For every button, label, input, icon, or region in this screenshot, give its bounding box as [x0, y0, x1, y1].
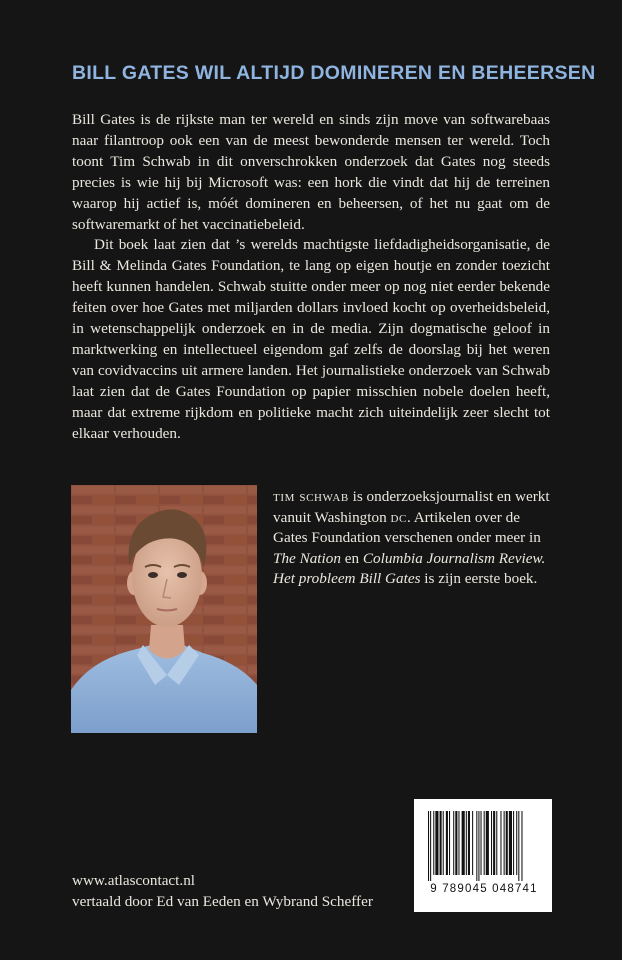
barcode-bar [458, 811, 459, 875]
barcode-bar [493, 811, 495, 875]
isbn-number: 9 789045 048741 [430, 883, 538, 895]
author-bio [273, 487, 558, 590]
bio-publication-2: Columbia Journalism Review [362, 549, 542, 567]
barcode-bar [518, 811, 519, 881]
barcode-bar [476, 811, 477, 881]
barcode-bar [486, 811, 489, 875]
author-name: tim schwab [273, 488, 349, 505]
barcode-bar [500, 811, 501, 875]
bio-text-1: is onderzoeksjournalist en werkt vanuit Washington [273, 488, 550, 526]
barcode-bar [468, 811, 470, 875]
bio-text-2: . Artikelen over de Gates Foundation verschenen onder meer in [273, 508, 541, 547]
bio-dc: dc [390, 508, 407, 526]
bio-text-3: en [340, 549, 363, 567]
barcode-bar [506, 811, 508, 875]
bio-book-title: Het probleem Bill Gates [273, 570, 421, 588]
barcode-bar [466, 811, 467, 875]
barcode-bar [462, 811, 465, 875]
barcode-bar [449, 811, 450, 875]
blurb-paragraph-2: Dit boek laat zien dat ’s werelds machtigste liefdadigheidsorganisatie, de Bill & Melinda Gates Foundation, te lang op eigen houtje en zonder toezicht heeft kunnen handelen. Schwab stuitte onder meer op nog niet eerder bekende feiten over hoe Gates met miljarden dollars invloed kocht op overheidsbeleid, in wetenschappelijk onderzoek en in de media. Zijn dogmatische geloof in marktwerking en intellectueel eigendom gaf zelfs de doorslag bij het weren van covidvaccins uit armere landen. Het journalistieke onderzoek van Schwab laat zien dat de Gates Foundation op papier misschien nobele doelen heeft, maar dat extreme rijkdom en politieke macht zich uiteindelijk zeer slecht tot elkaar verhouden. [72, 236, 550, 442]
barcode-bars [426, 811, 540, 881]
barcode-bar [481, 811, 482, 875]
bio-text-5: is zijn eerste boek. [420, 570, 538, 588]
bio-publication-1: The Nation [273, 549, 341, 567]
blurb-headline: BILL GATES WIL ALTIJD DOMINEREN EN BEHEERSEN [72, 62, 596, 84]
barcode-bar [509, 811, 512, 875]
barcode-bar [440, 811, 442, 875]
author-photo [71, 485, 257, 733]
barcode-bar [430, 811, 431, 881]
barcode-bar [504, 811, 505, 875]
barcode-bar [446, 811, 448, 875]
barcode-bar [513, 811, 514, 875]
barcode-bar [433, 811, 434, 875]
barcode [414, 799, 552, 912]
barcode-bar [443, 811, 444, 875]
blurb-paragraph-1: Bill Gates is de rijkste man ter wereld en sinds zijn move van softwarebaas naar filantroop ook een van de meest bewonderde mensen ter wereld. Toch toont Tim Schwab in dit onverschrokken onderzoek dat Gates nog steeds precies is wie hij bij Microsoft was: een hork die vindt dat hij de terreinen waarop hij actief is, móét domineren en beheersen, of het nu gaat om de softwaremarkt of het vaccinatiebeleid. [72, 111, 550, 233]
barcode-bar [516, 811, 517, 875]
barcode-bar [453, 811, 454, 875]
barcode-bar [496, 811, 497, 875]
barcode-bar [435, 811, 438, 875]
footer [72, 870, 373, 912]
barcode-bar [491, 811, 492, 875]
translator-credit: vertaald door Ed van Eeden en Wybrand Scheffer [72, 893, 373, 910]
barcode-bar [428, 811, 429, 881]
barcode-bar [478, 811, 479, 881]
publisher-website: www.atlascontact.nl [72, 872, 196, 889]
barcode-bar [455, 811, 457, 875]
barcode-bar [472, 811, 473, 875]
bio-text-4: . [541, 549, 546, 567]
barcode-bar [521, 811, 522, 881]
blurb-body [72, 110, 550, 445]
barcode-bar [484, 811, 485, 875]
